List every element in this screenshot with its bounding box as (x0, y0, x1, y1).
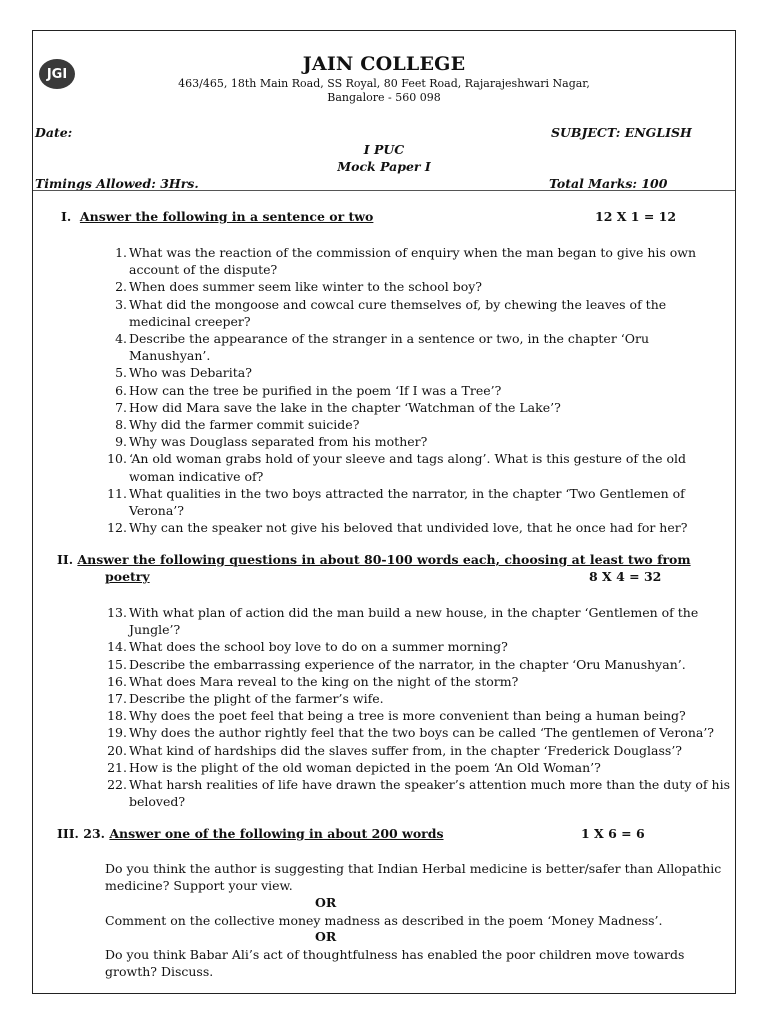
section-2-heading-cont (105, 569, 150, 584)
question-text: Who was Debarita? (129, 365, 252, 381)
question-item (107, 519, 729, 536)
section-2-marks: 8 X 4 = 32 (589, 569, 662, 584)
question-item (107, 690, 733, 707)
question-number: 7. (115, 399, 127, 415)
question-number: 1. (115, 245, 127, 260)
question-item (107, 433, 729, 450)
header-divider (33, 190, 735, 191)
section-3-numeral: III. 23. (57, 826, 105, 841)
or-separator-1: OR (315, 895, 337, 910)
question-text: How is the plight of the old woman depicted in the poem ‘An Old Woman’? (129, 759, 601, 775)
question-number: 19. (107, 725, 127, 741)
question-item (107, 244, 729, 278)
or-separator-2: OR (315, 929, 337, 944)
question-number: 21. (107, 759, 127, 775)
question-number: 2. (115, 279, 127, 295)
address-line-2: Bangalore - 560 098 (327, 91, 441, 104)
section-3-option-1: Do you think the author is suggesting that Indian Herbal medicine is better/safer than Allopathic medicine? Support your view. (105, 861, 722, 894)
address-line-1: 463/465, 18th Main Road, SS Royal, 80 Feet Road, Rajarajeshwari Nagar, (178, 77, 590, 90)
question-number: 10. (107, 451, 127, 467)
college-name: JAIN COLLEGE (302, 53, 466, 75)
section-1-title: Answer the following in a sentence or two (79, 209, 374, 224)
question-number: 13. (107, 605, 127, 620)
question-item (107, 485, 729, 519)
section-1-heading (61, 209, 373, 224)
question-text: What was the reaction of the commission of enquiry when the man began to give his own account of the dispute? (129, 245, 697, 278)
question-number: 6. (115, 382, 127, 398)
section-1-numeral: I. (61, 209, 72, 224)
question-text: What kind of hardships did the slaves suffer from, in the chapter ‘Frederick Douglass’? (129, 742, 682, 758)
question-text: What does Mara reveal to the king on the night of the storm? (129, 673, 519, 689)
question-number: 12. (107, 520, 127, 536)
section-3-heading (57, 826, 444, 841)
question-text: What does the school boy love to do on a summer morning? (129, 639, 508, 655)
question-item (107, 776, 733, 810)
question-item (107, 673, 733, 690)
question-number: 16. (107, 673, 127, 689)
question-number: 9. (115, 434, 127, 450)
college-address (33, 77, 735, 105)
question-item (107, 759, 733, 776)
question-item (107, 724, 733, 741)
section-3-title: Answer one of the following in about 200 words (109, 826, 444, 841)
section-3-option-2: Comment on the collective money madness as described in the poem ‘Money Madness’. (105, 913, 663, 928)
question-text: How can the tree be purified in the poem ‘If I was a Tree’? (129, 382, 502, 398)
section-3-option-3: Do you think Babar Ali’s act of thoughtfulness has enabled the poor children move towards growth? Discuss. (105, 947, 685, 980)
date-label: Date: (35, 125, 73, 140)
question-number: 20. (107, 742, 127, 758)
question-text: Why does the author rightly feel that the two boys can be called ‘The gentlemen of Verona’? (129, 725, 715, 741)
question-item (107, 656, 733, 673)
section-2-heading (57, 552, 691, 567)
question-number: 11. (107, 485, 127, 501)
question-item (107, 296, 729, 330)
question-item (107, 604, 733, 638)
question-item (107, 742, 733, 759)
question-text: Why can the speaker not give his beloved that undivided love, that he once had for her? (129, 520, 688, 536)
question-text: Why does the poet feel that being a tree is more convenient than being a human being? (129, 708, 686, 724)
question-number: 15. (107, 656, 127, 672)
question-item (107, 382, 729, 399)
exam-paper (32, 30, 736, 994)
question-number: 4. (115, 331, 127, 347)
total-marks: Total Marks: 100 (549, 176, 668, 191)
section-2-numeral: II. (57, 552, 74, 567)
question-item (107, 707, 733, 724)
question-item (107, 399, 729, 416)
question-text: Describe the plight of the farmer’s wife. (129, 691, 384, 707)
paper-name: Mock Paper I (337, 159, 431, 174)
logo-text: JGI (46, 66, 68, 82)
section-3-marks: 1 X 6 = 6 (581, 826, 645, 841)
question-number: 14. (107, 639, 127, 655)
question-text: What harsh realities of life have drawn the speaker’s attention much more than the duty of his beloved? (129, 777, 730, 810)
section-1-questions (107, 244, 729, 536)
section-2-questions (107, 604, 733, 810)
question-number: 18. (107, 708, 127, 724)
question-text: With what plan of action did the man build a new house, in the chapter ‘Gentlemen of the Jungle’? (129, 605, 699, 638)
question-item (107, 638, 733, 655)
question-number: 5. (115, 365, 127, 381)
question-number: 22. (107, 777, 127, 793)
section-1-marks: 12 X 1 = 12 (595, 209, 677, 224)
question-item (107, 330, 729, 364)
question-item (107, 450, 729, 484)
question-text: Describe the embarrassing experience of the narrator, in the chapter ‘Oru Manushyan’. (129, 656, 686, 672)
question-text: Why did the farmer commit suicide? (129, 417, 360, 433)
question-text: Describe the appearance of the stranger in a sentence or two, in the chapter ‘Oru Manushyan’. (129, 331, 650, 364)
question-text: What qualities in the two boys attracted the narrator, in the chapter ‘Two Gentlemen of Verona’? (129, 485, 685, 519)
question-number: 3. (115, 296, 127, 312)
question-number: 8. (115, 417, 127, 433)
question-text: How did Mara save the lake in the chapter ‘Watchman of the Lake’? (129, 399, 561, 415)
subject: SUBJECT: ENGLISH (551, 125, 692, 140)
question-item (107, 416, 729, 433)
question-item (107, 278, 729, 295)
question-text: What did the mongoose and cowcal cure themselves of, by chewing the leaves of the medicinal creeper? (129, 296, 667, 329)
question-item (107, 364, 729, 381)
question-text: ‘An old woman grabs hold of your sleeve and tags along’. What is this gesture of the old woman indicative of? (129, 451, 687, 484)
class-name: I PUC (363, 142, 405, 157)
timings: Timings Allowed: 3Hrs. (35, 176, 199, 191)
question-text: Why was Douglass separated from his mother? (129, 434, 428, 450)
question-number: 17. (107, 691, 127, 707)
question-text: When does summer seem like winter to the school boy? (129, 279, 482, 295)
section-2-title-line-1: Answer the following questions in about 80-100 words each, choosing at least two from (77, 552, 691, 567)
section-2-title-line-2: poetry (105, 569, 150, 584)
